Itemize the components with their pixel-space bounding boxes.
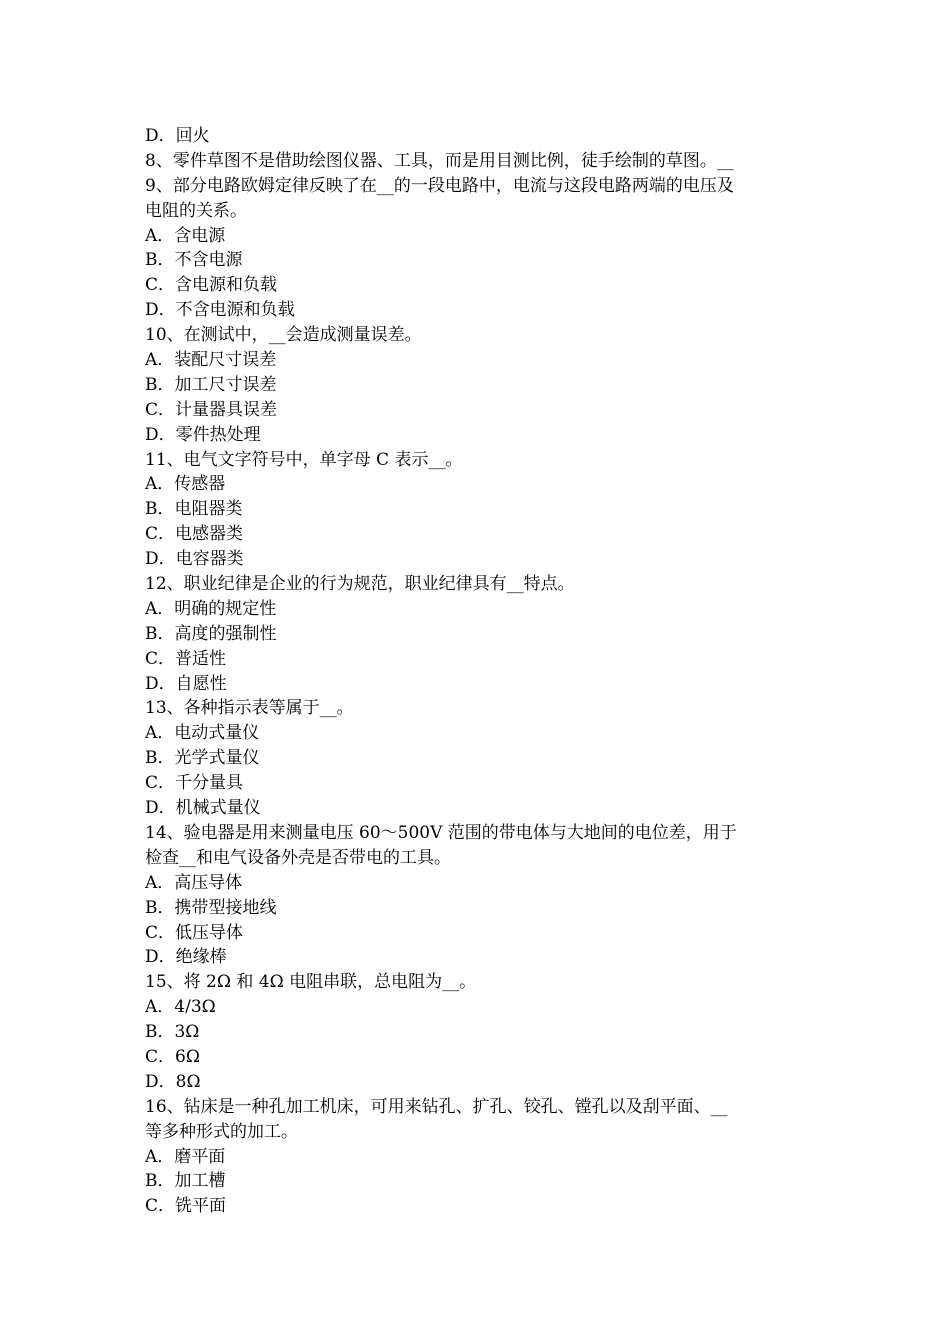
text-line: A．4/3Ω xyxy=(145,997,216,1018)
text-line: 11、电气文字符号中，单字母 C 表示__。 xyxy=(145,449,463,470)
text-line: 等多种形式的加工。 xyxy=(145,1121,298,1142)
text-line: 14、验电器是用来测量电压 60～500V 范围的带电体与大地间的电位差，用于 xyxy=(145,822,737,843)
text-line: 8、零件草图不是借助绘图仪器、工具，而是用目测比例，徒手绘制的草图。__ xyxy=(145,150,734,171)
text-line: A．高压导体 xyxy=(145,872,243,893)
text-line: B．电阻器类 xyxy=(145,499,243,520)
text-line: B．3Ω xyxy=(145,1022,200,1043)
text-line: C．6Ω xyxy=(145,1046,200,1067)
text-line: 9、部分电路欧姆定律反映了在__的一段电路中，电流与这段电路两端的电压及 xyxy=(145,175,734,196)
text-line: 12、职业纪律是企业的行为规范，职业纪律具有__特点。 xyxy=(145,574,575,595)
text-line: 检查__和电气设备外壳是否带电的工具。 xyxy=(145,847,451,868)
text-line: B．加工槽 xyxy=(145,1171,226,1192)
text-line: C．电感器类 xyxy=(145,524,244,545)
document-body xyxy=(145,124,810,1219)
text-line: A．装配尺寸误差 xyxy=(145,350,277,371)
text-line: A．明确的规定性 xyxy=(145,598,277,619)
text-line: B．光学式量仪 xyxy=(145,748,260,769)
text-line: D．自愿性 xyxy=(145,673,227,694)
text-line: A．传感器 xyxy=(145,474,226,495)
text-line: B．不含电源 xyxy=(145,250,243,271)
text-line: A．电动式量仪 xyxy=(145,723,260,744)
text-line: C．普适性 xyxy=(145,648,227,669)
text-line: B．高度的强制性 xyxy=(145,623,277,644)
text-line: D．绝缘棒 xyxy=(145,947,227,968)
text-line: C．含电源和负载 xyxy=(145,275,278,296)
text-line: D．8Ω xyxy=(145,1071,201,1092)
text-line: D．零件热处理 xyxy=(145,424,261,445)
text-line: C．千分量具 xyxy=(145,773,244,794)
text-line: 15、将 2Ω 和 4Ω 电阻串联，总电阻为__。 xyxy=(145,972,477,993)
text-line: 16、钻床是一种孔加工机床，可用来钻孔、扩孔、铰孔、镗孔以及刮平面、__ xyxy=(145,1096,728,1117)
text-line: D．回火 xyxy=(145,126,210,146)
text-line: D．电容器类 xyxy=(145,549,244,570)
text-line: 电阻的关系。 xyxy=(145,200,247,221)
text-line: 13、各种指示表等属于__。 xyxy=(145,698,354,719)
text-line: B．加工尺寸误差 xyxy=(145,374,277,395)
text-line: B．携带型接地线 xyxy=(145,897,277,918)
text-line: A．磨平面 xyxy=(145,1146,226,1167)
text-line: D．不含电源和负载 xyxy=(145,300,295,321)
text-line: D．机械式量仪 xyxy=(145,798,261,819)
text-line: C．计量器具误差 xyxy=(145,399,278,420)
text-line: A．含电源 xyxy=(145,225,226,246)
text-line: C．低压导体 xyxy=(145,922,244,943)
text-line: C．铣平面 xyxy=(145,1196,227,1217)
text-line: 10、在测试中，__会造成测量误差。 xyxy=(145,325,422,346)
